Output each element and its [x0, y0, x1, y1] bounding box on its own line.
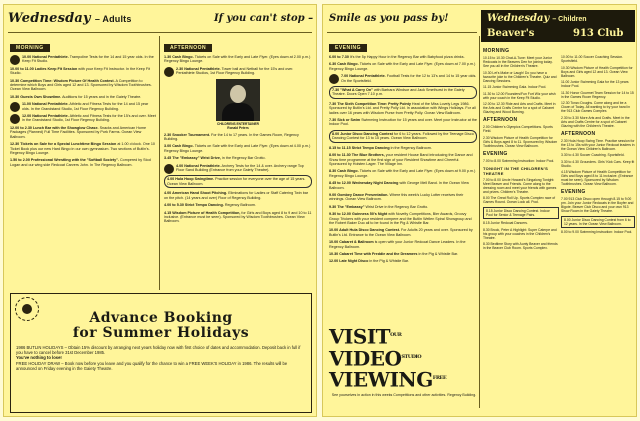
event-item: 7.00 National Pentathlete. Football Tests for the 12 to 13's and 14 to 15 year olds. On the Sportsfield.	[329, 74, 477, 83]
kids-theatre-label: TONIGHT IN THE CHILDREN'S THEATRE	[483, 165, 549, 176]
video-visit: $VISIT^{OUR}$	[329, 324, 402, 349]
event-item-circled: 7.30 "What A Carry On" with Barbara Windsor and Jack Smethurst in the Gaiety Theatre. Doors Open 7.10 p.m.	[329, 86, 477, 99]
club-913-label: 913 Club	[573, 28, 624, 39]
kids-event: 2.30 Wisdom Picture of Health Competition for Girls & Boys aged 8 to 11. Sponsored by Wisdom Toothbrushes. Ocean View Ballroom.	[483, 135, 558, 148]
morning-label: MORNING	[10, 44, 50, 52]
event-item: 12.00 National Pentathlete. Athletic and Fitness Tests for the 15's and over. Meet in the Grandstand Studio, 1st Floor Regency Building.	[10, 114, 156, 123]
evening-label: EVENING	[329, 44, 367, 52]
kids-event: 11.30 Honor Gourmet Team Session for 14 to 15 in the Games Room Regency.	[561, 90, 634, 99]
kids-event: 3.30 to 4.30 Soccer Coaching. Sportsfield.	[561, 153, 625, 157]
kids-event: 8.00 Junior Disco Dancing Contest from 6 to 12 years. In the Ocean View Ballroom.	[561, 216, 635, 228]
event-item: 7.30 The Sixth Competition Time: Pretty Pointy Heat of the Miss Lovely Legs 1986. Sponsored by Butlin's Ltd. and Pretty Polly Ltd. In association with Wings Holidays. For all ladies over 16 years with Wisdom Purse from Pretty Polly. Ocean View Ballroom.	[329, 101, 476, 115]
event-item: 4.00 National Pentathlete. Archery Tests for the 14 & over. Archery range Top Floor Sand Building (Entrance from your Gaiety Theatre).	[164, 164, 312, 173]
kids-event: 8.30 Bedtime Story with Aunty Beaver and friends in the Beaver Club Room. Sports Complex.	[483, 242, 558, 250]
kids-event: 10.30 Let's Make or Laugh! Do you have a favourite joke to the Children's Theatre. Quiz and Dancing Sessions.	[483, 70, 557, 83]
left-page	[3, 4, 317, 417]
video-video: $VIDEO^{STUDIO}$	[329, 346, 422, 371]
advance-booking-box	[10, 293, 312, 413]
kids-event: 3.30 to 4.30 Grounders. Girls' Kick Cars. Keep fit Studio.	[561, 159, 635, 168]
kids-morning-label: MORNING	[483, 48, 510, 54]
event-item: 12.30 Tickets on Sale for a Special Lunchtime Bingo Session at 1.00 o'clock. One 10 Ticket Book plus our new Hard Bingo in our own gymnasium. Two sections of Butlin's. Regency Bingo Lounge.	[10, 142, 155, 155]
kids-event: 11.15 Junior Swimming Gala. Indoor Pool.	[483, 85, 547, 89]
right-page	[322, 4, 637, 417]
kids-event: 10.30 Wisdom Picture of Health Competition for Boys and Girls aged 12 and 13. Ocean View Ballroom.	[561, 65, 633, 78]
kids-event: 8.30 Brock, Peter A Highlight: Super Caterpe and his group with your coaches in the Children's Theatre.	[483, 227, 557, 240]
kids-event: 8.15 Junior Disco Dancing Contest. Indoor Pool for Senior & Teenage Pairs.	[483, 207, 559, 219]
kids-event: 8.15 Junior Redcoat Dancers.	[483, 221, 528, 225]
kids-event: 11.00 Junior Swimming Gala for the 13 years Indoor Pool.	[561, 80, 629, 88]
event-item: 1.30 Cash Bingo. Tickets on Sale with the Early and Late Flyer. (Eyes down at 2.00 p.m.) Regency Bingo Lounge.	[164, 55, 311, 64]
pentathlon-icon	[10, 114, 20, 124]
event-item: 6.30 Cash Bingo. Tickets on Sale with the Early and Late Flyer. (Eyes down at 7.00 p.m.) Regency Bingo Lounge.	[329, 62, 476, 71]
header-divider	[327, 32, 477, 33]
event-item: 4.00 to 5.30 Strict Tempo Dancing. Regency Ballroom.	[164, 203, 256, 208]
event-item: 10.00 Cabaret & Ballroom is open with your Junior Redcoat Dance Leaders. In the Regency Ballroom.	[329, 240, 466, 249]
club-913-column	[561, 45, 635, 415]
header-divider	[8, 32, 312, 33]
kids-event: 7.00 913 Club Disco open through 8.15 to 9.00 pm. Join your Junior Redcoats in the Boyfer and Bigote. Beaver Club Disco and your own 913 Show Room in the Gaiety Theatre.	[561, 197, 634, 213]
event-item: 10.00 Adult Hula Disco Dancing Contest. For Adults 20 years and over. Sponsored by Butlin's Ltd. Entrance to the Ocean View Ballroom.	[329, 228, 473, 237]
column-divider	[159, 36, 160, 290]
event-item: 10.00 National Pentathlete. Trampoline Tests for the 14 and 15 year olds. In the Keep Fit Studio.	[10, 55, 156, 64]
beavers-club-label: Beaver's	[487, 28, 535, 39]
kids-event: 2.30 Hula Hoop Swing Time. Practice session for the 13 to 15s with your Junior Redcoat leaders in the Ocean View Children's Ballroom.	[561, 138, 635, 151]
kids-event: 11.30 to 12.00 Rounders/Fun Fort Wiz your wish with your coach in the Keep Fit Studio.	[483, 91, 556, 100]
event-item: 10.30 Guests Own Showtime. Auditions for 15 years and in the Gaiety Theatre.	[10, 94, 142, 99]
title-sub: – Adults	[94, 14, 132, 24]
pentathlon-icon	[329, 74, 339, 84]
advance-booking-title: Advance Booking for Summer Holidays	[72, 310, 250, 341]
kids-event: 8.00 The Great Roll Up. Sports Complex race of Games Round. Ocean Look all. Pool.	[483, 196, 556, 204]
left-tagline: If you can't stop –	[214, 13, 314, 24]
kids-afternoon-label: AFTERNOON	[483, 117, 518, 123]
event-item: 2.30 Snooker Tournament. For the 14 to 17 years. In the Games Room, Regency Building.	[164, 132, 299, 142]
event-item: 3.45 The "Embassy" Wrist Drive, in the Regency Bar Grotto.	[164, 156, 266, 161]
pentathlon-icon	[10, 55, 20, 65]
pentathlon-icon	[10, 102, 20, 112]
event-item-circled: 4.00 Hula Hoop Swingtime. Practice session for everyone over the age of 15 years. Ocean View Ballroom.	[164, 175, 312, 188]
event-item: 3.00 Cash Bingo. Tickets on Sale with the Early and Late Flyer. (Eyes down at 4.00 p.m.) Regency Bingo Lounge.	[164, 144, 311, 153]
event-item: 9.30 The "Embassy" Wrist Drive in the Regency Bar Grotto.	[329, 204, 429, 209]
kids-event: 12.00 to 12.30 Ride and Arts and Crafts. Meet in the Arts and Crafts Centre for a spot of Cabaret Glazing and Wood Burning.	[483, 102, 556, 114]
beavers-column	[483, 45, 559, 415]
right-tagline: Smile as you pass by!	[329, 13, 449, 24]
photo-caption: CHILDRENS ENTERTAINER Ronald Peters	[217, 121, 259, 130]
event-item: 8.45 to 12.00 Wednesday Night Dancing with George Mell Band. In the Ocean View Ballroom.	[329, 181, 469, 190]
event-item: 2.30 National Pentathlete. Tower ball and Netball for the 15's and over. Pentathlete Studios, 1st Floor Regency Building.	[164, 67, 312, 76]
event-item: 4.00 American Hand Shoot Pitching. Eliminations for Ladies or Staff Catering Twin bar on the pitch. (14 years and over) Floor of Regency Building.	[164, 191, 309, 200]
kids-event: 2.30 to 3.30 More Arts and Crafts. Meet in the Arts and Crafts Centre for a spot of Cabaret Glazing with the Children's Theatre.	[561, 115, 630, 128]
event-item: 7.30 Sick or Swim Swimming Instruction for 15 years and over. Meet your Instructor at the Indoor Pool.	[329, 118, 477, 127]
event-item-circled: 8.00 Junior Disco Dancing Contest for 6 to 12 years. Followed by the Teenage Disco Dancing Contest for 13 to 15 years. Ocean View Ballroom.	[329, 130, 477, 143]
children-header	[481, 10, 635, 42]
event-item: 4.15 Wisdom Picture of Health Competition, for Girls and Boys aged 8 to 9 and 10 to 11 inclusive. (Entrance must be seen). Sponsored by Wisdom Toothbrushes. Ocean View Ballroom.	[164, 210, 312, 224]
pentathlon-icon	[164, 164, 174, 174]
kids-evening-label: EVENING	[561, 189, 586, 195]
event-item: 10.00 to 11.00 Ladies Keep Fit Session with your Keep Fit Instructor. In the Keep Fit Studio.	[10, 66, 151, 76]
evening-column	[329, 36, 477, 322]
sun-icon	[15, 297, 39, 321]
kids-event: 7.00 to 8.00 Uncle Howard's Singalong Tonight: Meet Beaver and Friends. Come along to the dressing room and meet your friends with games and prizes. Children's Theatre.	[483, 177, 557, 194]
event-item: 9.30 to 12.00 Guinness 50's Night with Novelty Competitions, Bier Awards, Groovy Group Trickers with your resident compere and the Butlin Wellen Spiral Showgroup and the Robert Baker Duo all to be found in the Pig & Whistle Bar.	[329, 212, 472, 225]
afternoon-column	[164, 36, 312, 290]
afternoon-label: AFTERNOON	[164, 44, 212, 52]
advance-booking-text: 1986 BUTLIN HOLIDAYS – Obtain 15% discount by arranging next years holiday now with first choice of dates and accommodation. Deposit back in full if you have to cancel before 31st December 1985. You've nothing to lose! FREE HOLIDAY DRAW – Book now before you leave and you qualify for the chance to win a FREE WEEK'S HOLIDAY in 1986. The results will be announced on Friday evening in the Gaiety Theatre.	[16, 345, 301, 371]
column-divider	[479, 36, 480, 408]
kids-event: 4.15 Wisdom Picture of Health Competition for Girls and Boys aged 8 to 11 inclusive. (Entrance must be seen). Sponsored by Wisdom Toothbrushes. Ocean View Ballroom.	[561, 170, 634, 186]
kids-evening-label: EVENING	[483, 150, 508, 157]
kids-event: 7.00 to 8.00 Swimming Instruction: Indoor Pool.	[483, 158, 555, 163]
video-studio-promo	[329, 325, 479, 417]
kids-event: 10.00 to 11.00 Soccer Coaching Session. Sportsfield.	[561, 55, 624, 63]
morning-column	[10, 36, 156, 290]
title-day: Wednesday	[8, 11, 91, 26]
event-item: 10.30 Competition Time: Wisdom Picture Of Health Contest. A Competition to determine which Boys and Girls aged 12 and 13. Sponsored by Wisdom Toothbrushes. Ocean View Ballroom.	[10, 78, 152, 92]
event-item: 12.00 Late Night Disco in the Pig & Whistle Bar.	[329, 259, 409, 264]
pentathlon-icon	[164, 67, 174, 77]
event-item: 8.00 to 11.30 The Blue Brothers, your resident House Band introducing the Dance and Show time programme at the first sign of your Resident Showtime and Cheerful. Sponsored by Holsten Lager. The Village Inn.	[329, 153, 473, 166]
event-item: 6.00 to 7.30 It's the 5p Happy Hour in the Regency Bar with Babyfood pizza drinks.	[329, 55, 465, 59]
event-item: 12.00 to 2.30 Lunch Bar with the Showglow Chase. Snacks and American Home Packages (Planned) Full Time Facilities. Sponsored by Pork Farms. Ocean View Ballroom.	[10, 125, 147, 139]
event-item: 8.15 to 11.15 Strict Tempo Dancing in the Regency Ballroom.	[329, 145, 432, 150]
event-item: 10.30 Cabaret Time with Freddie and the Dreamers in the Pig & Whistle Bar.	[329, 252, 459, 256]
left-page-title	[8, 11, 168, 29]
kids-event: 2.00 Children's Olympics Competitions. Sports Field.	[483, 125, 553, 133]
kids-afternoon-label: AFTERNOON	[561, 130, 596, 137]
event-item: 8.30 Cash Bingo. Tickets on Sale with the Early and Late Flyer. (Eyes down at 9.00 p.m.) Regency Bingo Lounge.	[329, 169, 476, 178]
video-caption: See yourselves in action in this weeks Competitions and other activities. Regency Building.	[331, 392, 477, 397]
event-item: 11.00 National Pentathlete. Athletic and Fitness Tests for the 14 and 15 year olds. In the Grandstand Studio, 1st Floor Regency Building.	[10, 102, 156, 111]
event-item: 1.50 to 2.00 Professional Wrestling with the "Softball Society". Compered by Stod Logan and our wing side Redcoat Carvers John. In The Regency Ballroom.	[10, 158, 151, 167]
kids-event: 8.00 to 9.00 Swimming Instruction: Indoor Pool.	[561, 230, 633, 234]
kids-event: 10.15 to 10.30 Chat-A-Tune: Meet your Junior Redcoats in the Beavers Den for joining today. See you all in the Children's Theatre.	[483, 56, 553, 68]
event-item: 9.00 Gombey Dance Presentation. Where this week's Lucky Lotter receives their winnings. Ocean View Ballroom.	[329, 192, 464, 202]
children-title: Wednesday – Children	[487, 13, 587, 24]
video-viewing: $VIEWING^{FREE}$	[329, 367, 447, 392]
entertainer-photo	[216, 79, 260, 121]
kids-event: 12.30 Tonzo Doughs. Come along and be a Clown of Today. All wanting to try your hand in the 913 Club Games Complex.	[561, 101, 631, 113]
